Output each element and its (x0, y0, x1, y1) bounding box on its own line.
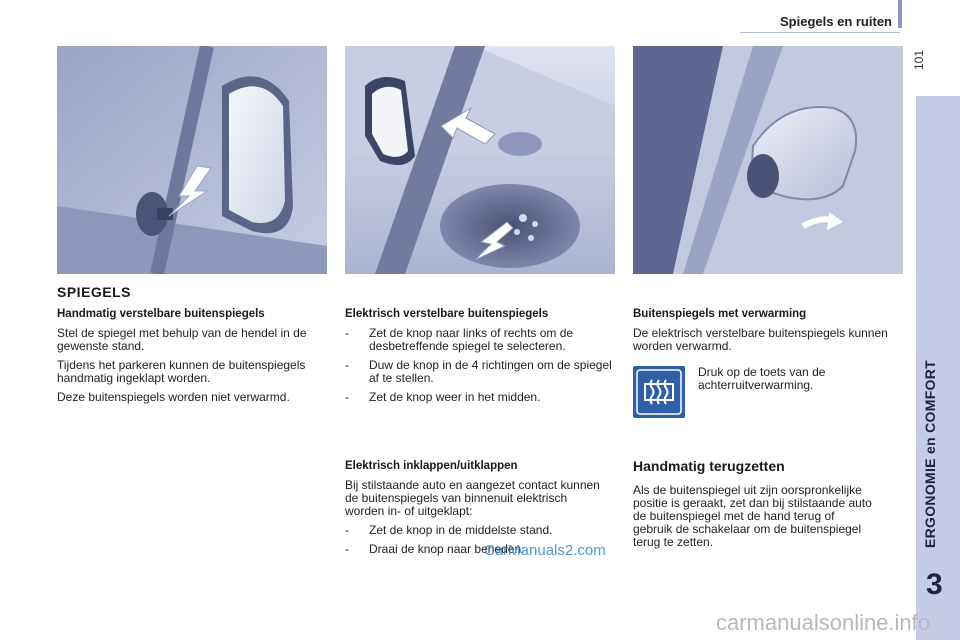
manual-mirrors-heading: Handmatig verstelbare buitenspiegels (57, 308, 265, 320)
section-title: SPIEGELS (57, 284, 132, 300)
heated-mirrors-heading: Buitenspiegels met verwarming (633, 308, 807, 320)
column-electric-mirrors (345, 308, 613, 410)
photo-folding-mirror (633, 46, 903, 274)
list-item: - Zet de knop weer in het midden. (345, 390, 541, 404)
list-item: - Zet de knop in de middelste stand. (345, 523, 553, 537)
page-number: 101 (912, 49, 926, 70)
chapter-number: 3 (926, 568, 943, 601)
manual-paragraph: Tijdens het parkeren kunnen de buitenspiegels handmatig ingeklapt worden. (57, 358, 306, 385)
rear-defrost-icon (633, 366, 685, 418)
column-heated-mirrors (633, 308, 908, 359)
list-item: - Duw de knop in de 4 richtingen om de spiegel af te stellen. (345, 358, 612, 385)
defrost-instruction (698, 366, 868, 398)
electric-folding-heading: Elektrisch inklappen/uitklappen (345, 460, 518, 472)
list-item: - Draai de knop naar beneden. (345, 542, 525, 556)
manual-paragraph: Deze buitenspiegels worden niet verwarmd. (57, 390, 290, 404)
header-accent-bar (898, 0, 902, 28)
section-heading (57, 284, 327, 300)
watermark-carmanualsonline: carmanualsonline.info (716, 610, 931, 635)
header-divider (740, 32, 900, 33)
column-manual-reset (633, 458, 873, 555)
column-manual-mirrors (57, 308, 307, 410)
list-item: - Zet de knop naar links of rechts om de desbetreffende spiegel te selecteren. (345, 326, 574, 353)
photo-manual-mirror (57, 46, 327, 274)
heated-paragraph: De elektrisch verstelbare buitenspiegels kunnen worden verwarmd. (633, 326, 888, 353)
manual-reset-paragraph: Als de buitenspiegel uit zijn oorspronkelijke positie is geraakt, zet dan bij stilstaande auto de buitenspiegel met de hand terug of gebruik de schakelaar om de buitenspiegel terug te zetten. (633, 483, 872, 549)
manual-paragraph: Stel de spiegel met behulp van de hendel in de gewenste stand. (57, 326, 307, 353)
chapter-title: ERGONOMIE en COMFORT (922, 360, 938, 548)
photo-electric-mirror-switch (345, 46, 615, 274)
page-header-title: Spiegels en ruiten (780, 14, 892, 29)
defrost-instruction-text: Druk op de toets van de achterruitverwarming. (698, 365, 826, 392)
electric-mirrors-heading: Elektrisch verstelbare buitenspiegels (345, 308, 549, 320)
watermark-carmanuals2: CarManuals2.com (484, 542, 606, 559)
folding-paragraph: Bij stilstaande auto en aangezet contact kunnen de buitenspiegels van binnenuit elektrisch worden in- of uitgeklapt: (345, 478, 600, 518)
manual-reset-heading: Handmatig terugzetten (633, 458, 785, 474)
